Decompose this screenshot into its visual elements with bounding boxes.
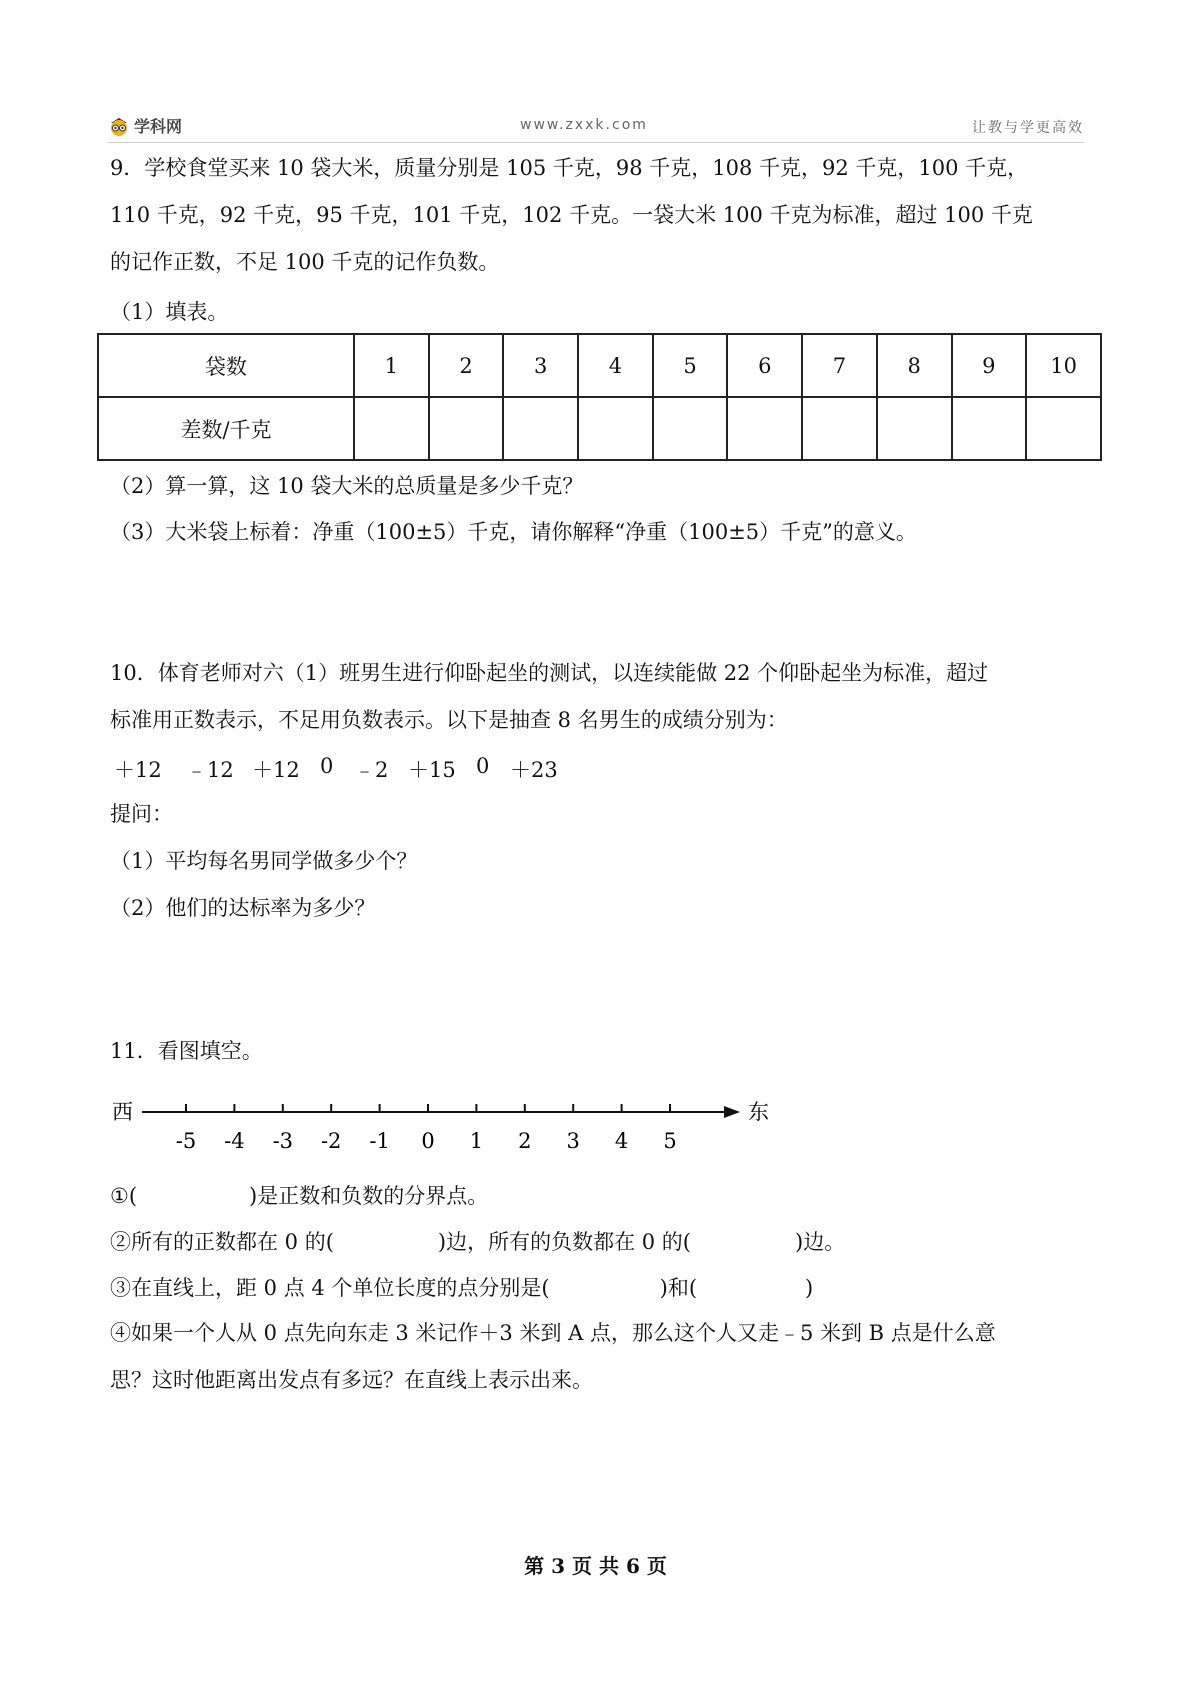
s1-part-b: )是正数和负数的分界点。 bbox=[249, 1184, 489, 1208]
q10-part2: （2）他们的达标率为多少？ bbox=[110, 896, 376, 920]
diff-cell-1[interactable] bbox=[354, 397, 429, 460]
diff-cell-6[interactable] bbox=[727, 397, 802, 460]
tick-label: -5 bbox=[175, 1129, 197, 1153]
tick-label: -2 bbox=[320, 1129, 342, 1153]
logo-text: 学科网 bbox=[134, 117, 183, 136]
q11-statement-3 bbox=[110, 1274, 813, 1302]
q9-stem-line-3: 的记作正数，不足 100 千克的记作负数。 bbox=[110, 250, 500, 274]
s4-line-2: 思？这时他距离出发点有多远？在直线上表示出来。 bbox=[110, 1368, 593, 1392]
table-row-difference bbox=[98, 397, 1101, 460]
score-4: 0 bbox=[320, 754, 334, 778]
tick-label: 4 bbox=[614, 1129, 629, 1153]
tick-label: -1 bbox=[369, 1129, 390, 1153]
number-line bbox=[100, 1098, 780, 1160]
q9-stem-line-2: 110 千克，92 千克，95 千克，101 千克，102 千克。一袋大米 100 千克为标准，超过 100 千克 bbox=[110, 203, 1033, 227]
score-8: ＋23 bbox=[510, 758, 558, 782]
q10-ask: 提问： bbox=[110, 802, 173, 826]
tick-label: 0 bbox=[421, 1129, 435, 1153]
diff-cell-8[interactable] bbox=[877, 397, 952, 460]
s1-part-a: ①( bbox=[110, 1184, 138, 1208]
diff-cell-10[interactable] bbox=[1026, 397, 1101, 460]
axis-arrow-icon bbox=[724, 1106, 740, 1118]
bag-8: 8 bbox=[877, 334, 952, 397]
bag-10: 10 bbox=[1026, 334, 1101, 397]
q11-stem: 11．看图填空。 bbox=[110, 1039, 263, 1063]
tick-label: -3 bbox=[272, 1129, 294, 1153]
q10-stem-line-1: 10．体育老师对六（1）班男生进行仰卧起坐的测试，以连续能做 22 个仰卧起坐为标准，超过 bbox=[110, 661, 989, 685]
score-6: ＋15 bbox=[408, 758, 456, 782]
diff-cell-5[interactable] bbox=[653, 397, 728, 460]
q9-stem-line-1: 9．学校食堂买来 10 袋大米，质量分别是 105 千克，98 千克，108 千克，92 千克，100 千克， bbox=[110, 156, 1029, 180]
tick-label: 5 bbox=[663, 1129, 677, 1153]
q10-stem bbox=[110, 650, 1086, 744]
q10-scores bbox=[110, 754, 630, 782]
score-1: ＋12 bbox=[114, 758, 162, 782]
diff-cell-9[interactable] bbox=[952, 397, 1027, 460]
header-slogan: 让教与学更高效 bbox=[972, 120, 1084, 136]
q9-part1: （1）填表。 bbox=[110, 300, 229, 324]
q10-part1: （1）平均每名男同学做多少个？ bbox=[110, 849, 418, 873]
score-2: ﹣12 bbox=[186, 758, 234, 782]
q9-stem bbox=[110, 145, 1086, 286]
q9-table bbox=[97, 333, 1102, 461]
bag-3: 3 bbox=[503, 334, 578, 397]
s3-part-b: )和( bbox=[659, 1276, 698, 1300]
page-header bbox=[108, 114, 1084, 142]
diff-cell-7[interactable] bbox=[802, 397, 877, 460]
table-row-bag-number bbox=[98, 334, 1101, 397]
table-head-bags: 袋数 bbox=[98, 334, 354, 397]
s3-part-c: ) bbox=[805, 1276, 814, 1300]
bag-6: 6 bbox=[727, 334, 802, 397]
s3-part-a: ③在直线上，距 0 点 4 个单位长度的点分别是( bbox=[110, 1276, 550, 1300]
bag-5: 5 bbox=[653, 334, 728, 397]
logo bbox=[108, 114, 182, 137]
score-5: ﹣2 bbox=[354, 758, 389, 782]
bag-9: 9 bbox=[952, 334, 1027, 397]
tick-label: 2 bbox=[518, 1129, 532, 1153]
q11-statement-2 bbox=[110, 1228, 845, 1256]
bag-4: 4 bbox=[578, 334, 653, 397]
s4-line-1: ④如果一个人从 0 点先向东走 3 米记作＋3 米到 A 点，那么这个人又走﹣5 米到 B 点是什么意 bbox=[110, 1321, 996, 1345]
q10-stem-line-2: 标准用正数表示，不足用负数表示。以下是抽查 8 名男生的成绩分别为： bbox=[110, 708, 788, 732]
q9-part3: （3）大米袋上标着：净重（100±5）千克，请你解释“净重（100±5）千克”的意义。 bbox=[110, 520, 917, 544]
q9-part2: （2）算一算，这 10 袋大米的总质量是多少千克？ bbox=[110, 474, 584, 498]
west-label: 西 bbox=[112, 1100, 133, 1124]
q11-statement-4 bbox=[110, 1310, 1086, 1404]
diff-cell-2[interactable] bbox=[429, 397, 504, 460]
bag-1: 1 bbox=[354, 334, 429, 397]
tick-label: -4 bbox=[224, 1129, 245, 1153]
s2-part-b: )边，所有的负数都在 0 的( bbox=[437, 1230, 692, 1254]
bag-2: 2 bbox=[429, 334, 504, 397]
s2-part-c: )边。 bbox=[795, 1230, 846, 1254]
s2-part-a: ②所有的正数都在 0 的( bbox=[110, 1230, 334, 1254]
tick-label: 1 bbox=[469, 1129, 484, 1153]
bag-7: 7 bbox=[802, 334, 877, 397]
tick-label: 3 bbox=[566, 1129, 580, 1153]
table-head-difference: 差数/千克 bbox=[98, 397, 354, 460]
diff-cell-4[interactable] bbox=[578, 397, 653, 460]
owl-logo-icon bbox=[108, 115, 130, 137]
page-footer: 第 3 页 共 6 页 bbox=[524, 1554, 667, 1578]
east-label: 东 bbox=[748, 1100, 769, 1124]
score-3: ＋12 bbox=[252, 758, 300, 782]
header-divider bbox=[108, 142, 1084, 143]
q11-statement-1 bbox=[110, 1182, 488, 1210]
header-url: www.zxxk.com bbox=[520, 117, 648, 133]
diff-cell-3[interactable] bbox=[503, 397, 578, 460]
score-7: 0 bbox=[476, 754, 490, 778]
